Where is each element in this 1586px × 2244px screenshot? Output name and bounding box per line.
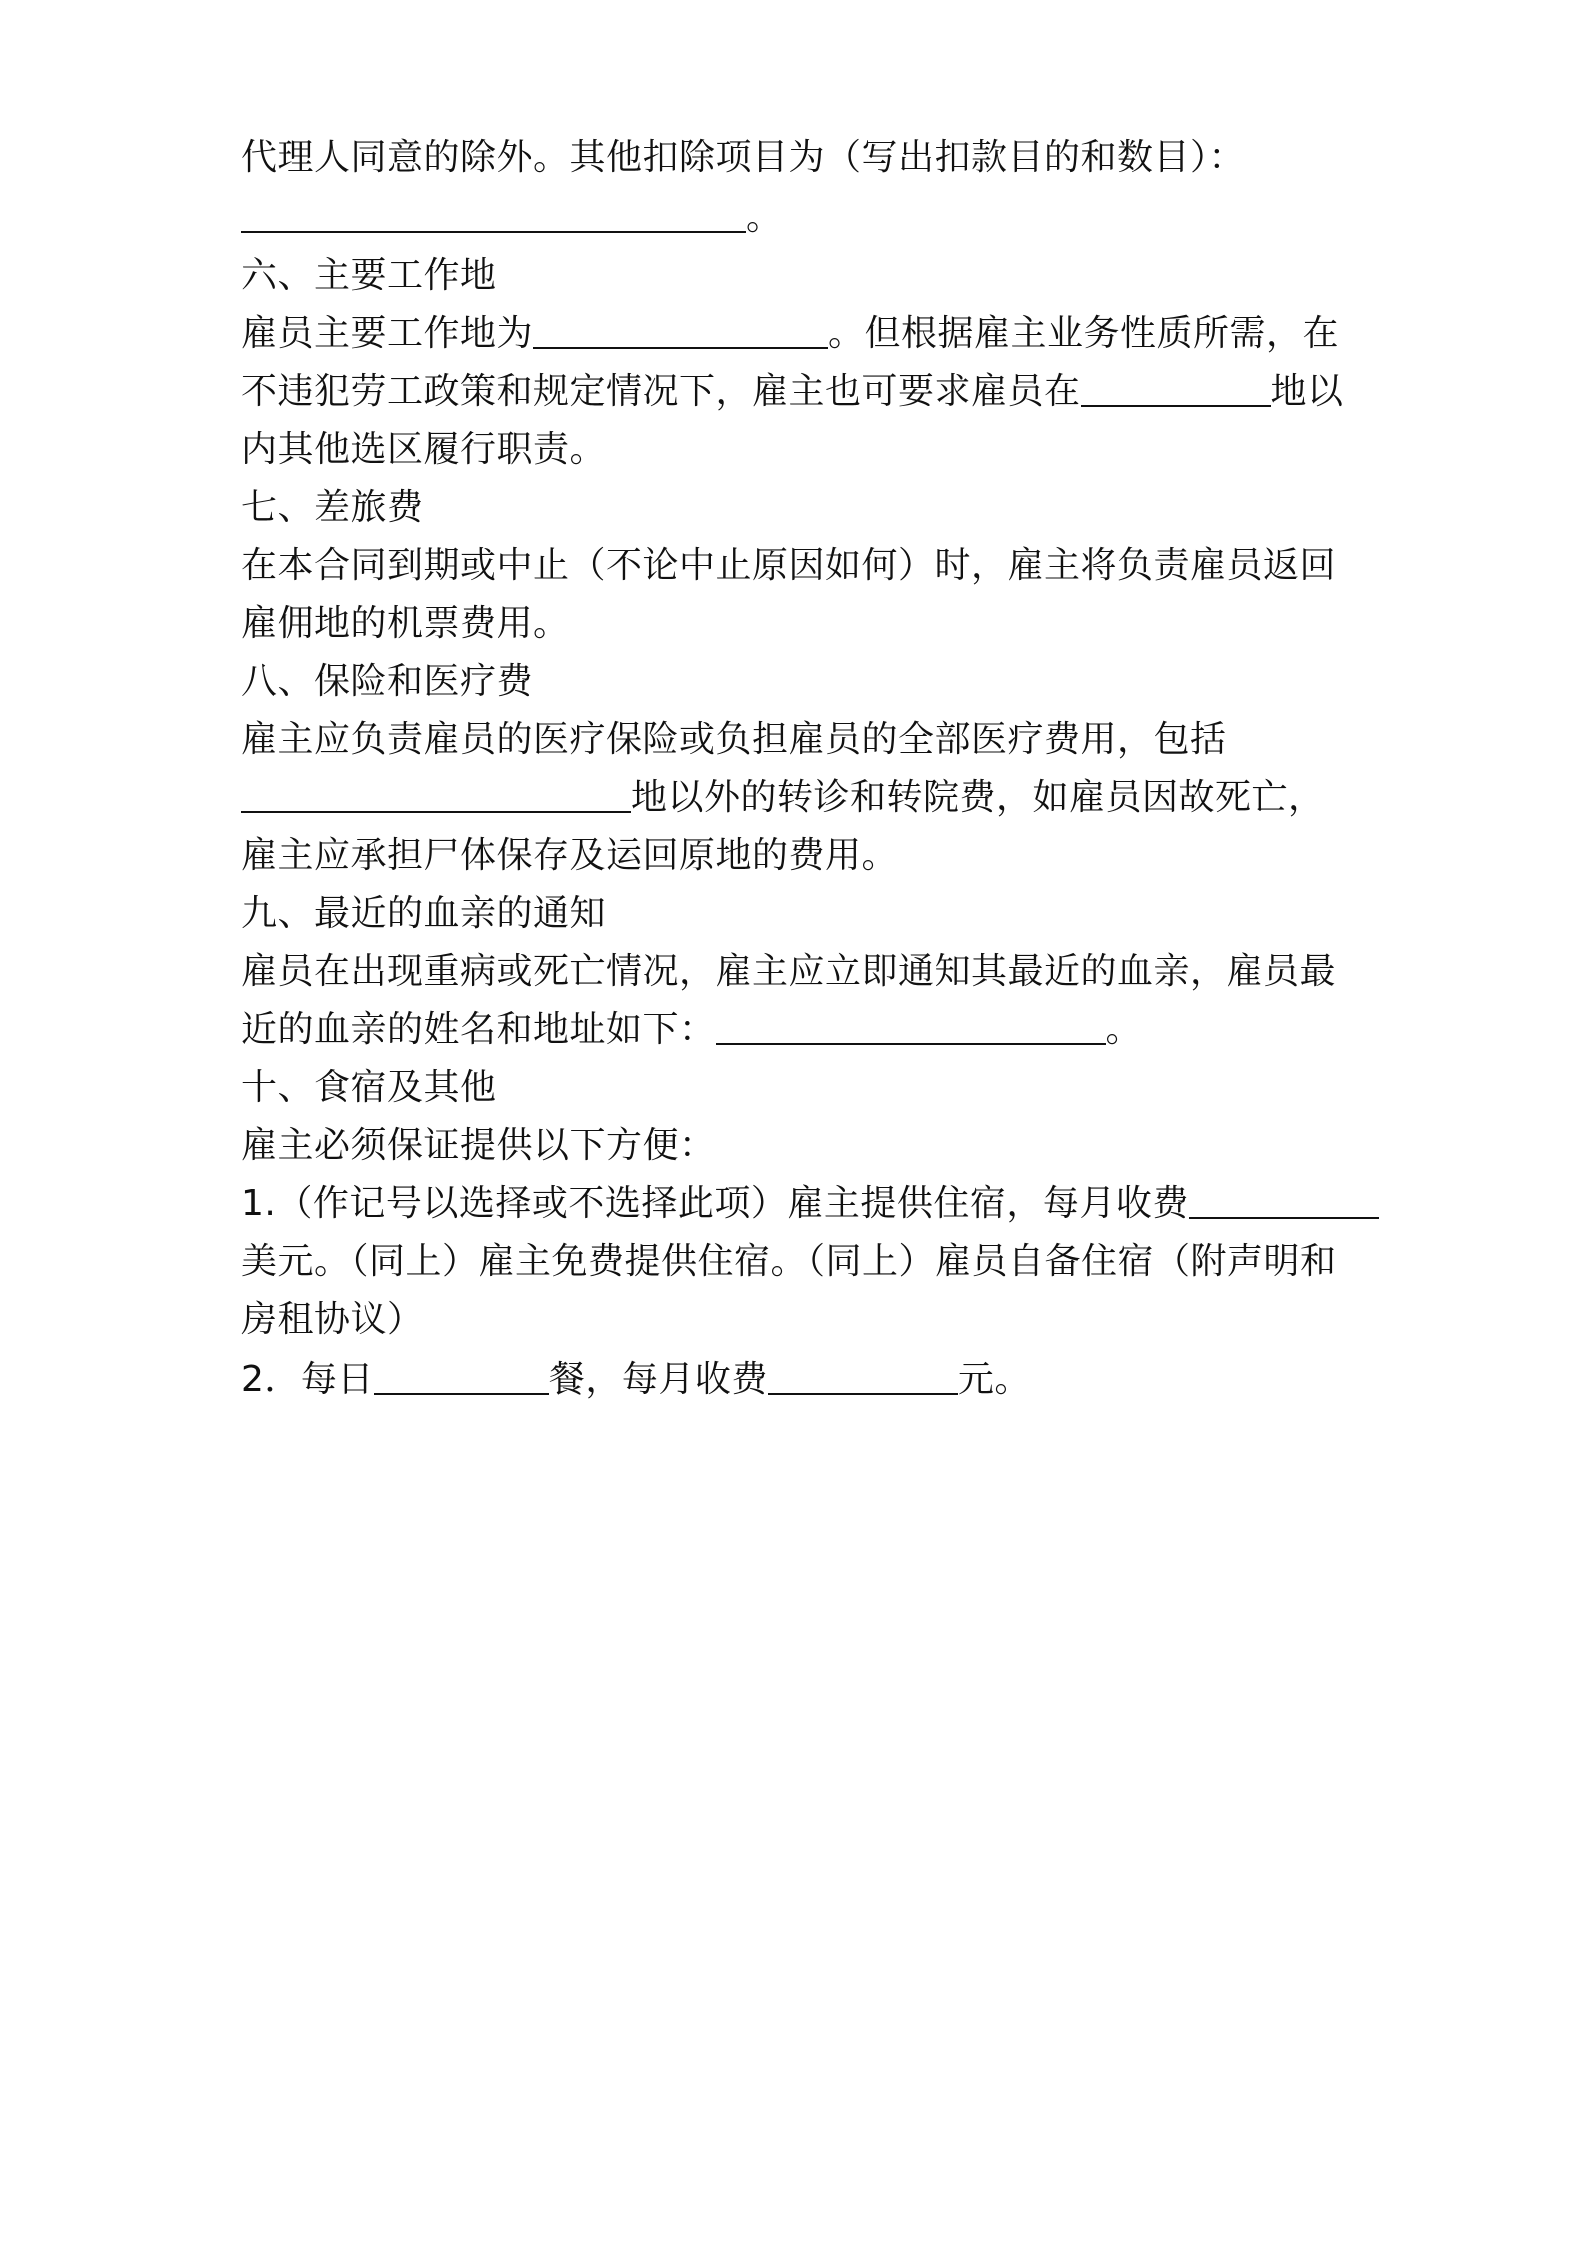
paragraph-text: 内其他选区履行职责。	[241, 429, 607, 470]
text-line	[241, 768, 1361, 828]
paragraph-text: 餐，每月收费	[548, 1359, 768, 1400]
paragraph-text: 雇员在出现重病或死亡情况，雇主应立即通知其最近的血亲，雇员最	[241, 951, 1337, 992]
paragraph-text: 地以外的转诊和转院费，如雇员因故死亡，	[631, 777, 1325, 818]
text-line	[241, 594, 1361, 654]
paragraph-text: 。	[1105, 1009, 1143, 1050]
paragraph-text: 元。	[957, 1359, 1031, 1400]
fill-in-blank	[374, 1357, 549, 1395]
paragraph-text: 2．每日	[241, 1359, 374, 1400]
text-line	[241, 362, 1361, 422]
paragraph-text: 房租协议）	[241, 1299, 424, 1340]
fill-in-blank	[1081, 369, 1271, 407]
section-heading	[241, 246, 1361, 306]
text-line	[241, 710, 1361, 770]
text-line	[241, 942, 1361, 1002]
paragraph-text: 雇主必须保证提供以下方便：	[241, 1125, 716, 1166]
section-heading-text: 八、保险和医疗费	[241, 661, 534, 702]
text-line	[241, 128, 1361, 188]
text-line	[241, 420, 1361, 480]
paragraph-text: 地以	[1270, 371, 1344, 412]
text-line	[241, 1000, 1361, 1060]
fill-in-blank	[533, 311, 828, 349]
paragraph-text: 1.（作记号以选择或不选择此项）雇主提供住宿，每月收费	[241, 1183, 1189, 1224]
fill-in-blank	[768, 1357, 958, 1395]
text-line	[241, 1350, 1361, 1410]
section-heading	[241, 478, 1361, 538]
text-line	[241, 1232, 1361, 1292]
text-line	[241, 1174, 1361, 1234]
fill-in-blank	[1189, 1181, 1379, 1219]
text-line	[241, 188, 1361, 248]
section-heading-text: 七、差旅费	[241, 487, 424, 528]
section-heading	[241, 652, 1361, 712]
paragraph-text: 不违犯劳工政策和规定情况下，雇主也可要求雇员在	[241, 371, 1081, 412]
text-line	[241, 304, 1361, 364]
section-heading-text: 九、最近的血亲的通知	[241, 893, 607, 934]
fill-in-blank	[241, 195, 746, 233]
paragraph-text: 雇主应承担尸体保存及运回原地的费用。	[241, 835, 899, 876]
paragraph-text: 代理人同意的除外。其他扣除项目为（写出扣款目的和数目）：	[241, 137, 1246, 178]
paragraph-text: 在本合同到期或中止（不论中止原因如何）时，雇主将负责雇员返回	[241, 545, 1337, 586]
fill-in-blank	[241, 775, 631, 813]
text-line	[241, 1290, 1361, 1350]
section-heading	[241, 884, 1361, 944]
section-heading	[241, 1058, 1361, 1118]
text-line	[241, 536, 1361, 596]
text-line	[241, 1116, 1361, 1176]
paragraph-text: 美元。（同上）雇主免费提供住宿。（同上）雇员自备住宿（附声明和	[241, 1241, 1337, 1282]
paragraph-text: 雇员主要工作地为	[241, 313, 534, 354]
paragraph-text: 。但根据雇主业务性质所需，在	[828, 313, 1340, 354]
paragraph-text: 雇主应负责雇员的医疗保险或负担雇员的全部医疗费用，包括	[241, 719, 1227, 760]
paragraph-text: 。	[746, 197, 783, 238]
fill-in-blank	[716, 1007, 1106, 1045]
text-line	[241, 826, 1361, 886]
paragraph-text: 雇佣地的机票费用。	[241, 603, 570, 644]
section-heading-text: 十、食宿及其他	[241, 1067, 497, 1108]
paragraph-text: 近的血亲的姓名和地址如下：	[241, 1009, 716, 1050]
section-heading-text: 六、主要工作地	[241, 255, 497, 296]
